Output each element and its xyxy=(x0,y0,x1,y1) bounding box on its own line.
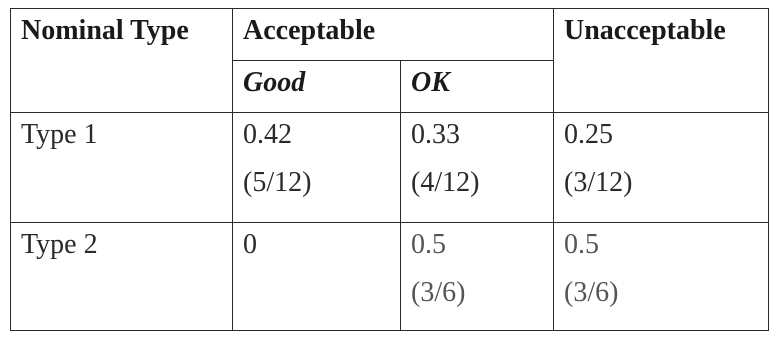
header-nominal-type: Nominal Type xyxy=(11,9,233,113)
cell-type-1-unacceptable xyxy=(554,113,769,223)
cell-type-1-ok xyxy=(401,113,554,223)
cell-fraction: (5/12) xyxy=(243,167,312,198)
cell-value: 0.5 xyxy=(411,229,446,260)
header-ok: OK xyxy=(401,61,554,113)
cell-value: 0.33 xyxy=(411,119,460,150)
cell-value: 0.42 xyxy=(243,119,292,150)
cell-type-2-ok xyxy=(401,223,554,331)
cell-fraction: (3/6) xyxy=(564,277,619,308)
results-table xyxy=(10,8,769,331)
header-acceptable: Acceptable xyxy=(233,9,554,61)
cell-value: 0.5 xyxy=(564,229,599,260)
cell-type-2-unacceptable xyxy=(554,223,769,331)
row-label-type-2: Type 2 xyxy=(11,223,233,331)
cell-value: 0 xyxy=(243,229,257,260)
cell-type-2-good xyxy=(233,223,401,331)
header-good: Good xyxy=(233,61,401,113)
cell-type-1-good xyxy=(233,113,401,223)
cell-fraction: (4/12) xyxy=(411,167,480,198)
header-unacceptable: Unacceptable xyxy=(554,9,769,113)
cell-fraction: (3/6) xyxy=(411,277,466,308)
table-row xyxy=(11,223,769,331)
cell-value: 0.25 xyxy=(564,119,613,150)
header-row-1 xyxy=(11,9,769,61)
table-row xyxy=(11,113,769,223)
row-label-type-1: Type 1 xyxy=(11,113,233,223)
cell-fraction: (3/12) xyxy=(564,167,633,198)
